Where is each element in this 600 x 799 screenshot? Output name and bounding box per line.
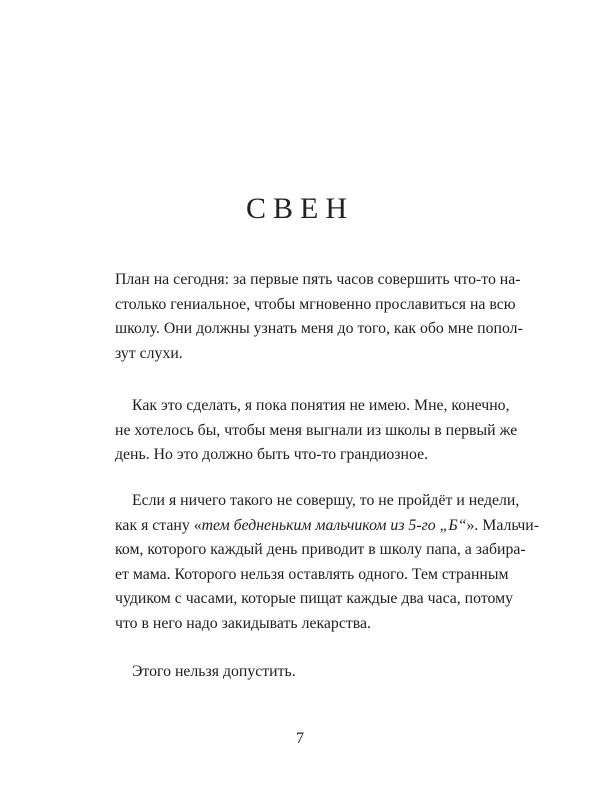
paragraph-3-line-2 [115, 514, 540, 539]
paragraph-1-line-3: школу. Они должны узнать меня до того, как обо мне попол- [115, 320, 523, 338]
paragraph-3-line-1: Если я ничего такого не совершу, то не пройдёт и недели, [132, 492, 520, 509]
paragraph-3-line-6: что в него надо закидывать лекарства. [115, 614, 371, 632]
paragraph-1-line-1: План на сегодня: за первые пять часов совершить что-то на- [115, 271, 521, 288]
paragraph-2-line-2: не хотелось бы, чтобы меня выгнали из школы в первый же [115, 421, 518, 439]
paragraph-2 [115, 394, 518, 468]
paragraph-3-line-2-start: как я стану « [115, 516, 202, 534]
paragraph-1-line-2: столько гениальное, чтобы мгновенно прославиться на всю [115, 295, 516, 313]
paragraph-3 [115, 489, 540, 637]
paragraph-4-line-1: Этого нельзя допустить. [132, 663, 296, 680]
page-number: 7 [296, 730, 304, 747]
italic-phrase: тем бедненьким мальчиком из 5-го „Б“ [201, 516, 467, 534]
paragraph-2-line-1: Как это сделать, я пока понятия не имею. Мне, конечно, [132, 397, 510, 414]
chapter-title: СВЕН [245, 192, 354, 225]
paragraph-1-line-4: зут слухи. [115, 344, 183, 362]
paragraph-3-line-4: ет мама. Которого нельзя оставлять одного. Тем странным [115, 565, 509, 583]
paragraph-4 [115, 660, 496, 685]
paragraph-3-line-3: ком, которого каждый день приводит в школу папа, а забира- [115, 541, 526, 559]
paragraph-2-line-3: день. Но это должно быть что-то грандиозное. [115, 446, 429, 464]
paragraph-3-line-2-end: ». Мальчи- [466, 516, 540, 534]
paragraph-3-line-5: чудиком с часами, которые пищат каждые два часа, потому [115, 590, 514, 608]
paragraph-1 [115, 268, 523, 366]
